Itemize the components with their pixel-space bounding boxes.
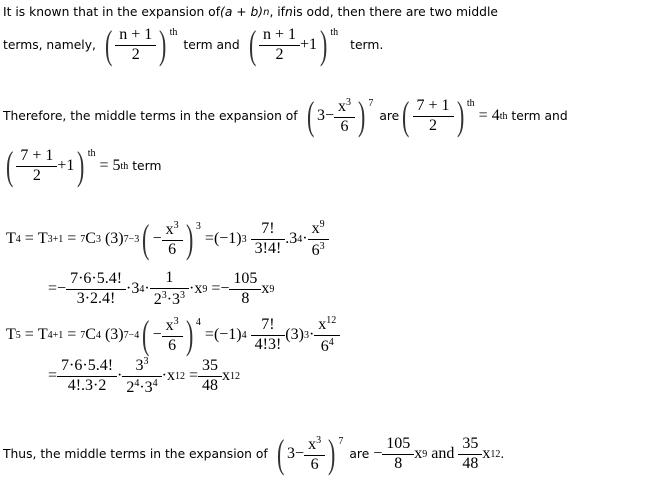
math-token: 3·2.4! <box>66 289 126 308</box>
math-token: 3 <box>161 289 167 301</box>
math-token: 4 <box>195 317 201 328</box>
middle-term-2-formula <box>246 22 339 67</box>
var-n: n <box>285 5 293 19</box>
math-token: T <box>37 326 48 344</box>
math-token: 4 <box>152 377 158 389</box>
text: term <box>132 159 162 173</box>
parenthesis: ) <box>77 143 85 188</box>
math-token: 3 <box>173 316 179 327</box>
fifth-term <box>96 157 129 175</box>
parenthesis: ( <box>104 22 113 67</box>
math-token: 8 <box>229 289 261 308</box>
parenthesis: ) <box>456 93 464 138</box>
math-token: 6 <box>162 240 183 259</box>
math-token: 48 <box>458 454 482 473</box>
therefore-line-1 <box>3 93 568 138</box>
parenthesis: ) <box>185 216 193 262</box>
middle-index-1 <box>399 93 475 138</box>
parenthesis: ( <box>142 216 150 262</box>
math-token: 2 <box>259 45 300 64</box>
math-token: T <box>6 230 16 248</box>
text: Thus, the middle terms in the expansion of <box>3 447 268 461</box>
math-token: 4 <box>134 377 140 389</box>
parenthesis: ( <box>248 22 256 67</box>
math-token: 3 <box>303 329 309 341</box>
math-token: 7·6·5.4! <box>61 357 114 374</box>
expression-a-plus-b: (a + b) <box>220 5 264 19</box>
binomial-expression <box>304 93 374 138</box>
math-token: 35 <box>462 434 479 452</box>
parenthesis: ( <box>402 93 410 138</box>
parenthesis: ( <box>5 143 14 188</box>
fraction <box>384 436 412 473</box>
math-token: 4!3! <box>251 335 286 354</box>
math-token: 4 <box>139 283 145 295</box>
math-token: 3 <box>345 96 351 108</box>
math-token: 2 <box>16 166 57 185</box>
math-token: 9 <box>422 448 428 460</box>
t5-equation-line-1 <box>6 312 340 358</box>
middle-term-1-formula <box>102 22 178 67</box>
math-token: 3 <box>316 107 325 124</box>
fraction <box>18 148 55 185</box>
parenthesis: ) <box>328 431 336 476</box>
math-token: x <box>337 97 346 115</box>
math-token: 3 <box>143 356 149 367</box>
math-token: (−1) <box>213 326 242 344</box>
t4-formula: T 4 = T 3+1 = 7 C 3 (3) 7−3 ( − $\frac{x3}{6}$ ) 3 = (−1) 3 $\frac{7!}{3!4!}$ .3 4 · $\frac{x9}{63}$ <box>6 219 329 260</box>
math-token: 3 <box>95 233 101 245</box>
math-token: 6 <box>304 455 325 474</box>
t5-simplification: = $\frac{7\cdot 6\cdot 5.4!}{4!.3\cdot 2}$ · $\frac{33}{24\cdot 34}$ · x 12 = $\frac{35}{48}$ x 12 <box>48 356 241 396</box>
math-token: th <box>120 160 129 172</box>
math-token: (3) <box>104 230 124 248</box>
math-token: 3 <box>173 220 179 231</box>
math-token: 7 + 1 <box>20 146 54 164</box>
t4-equation-line-1 <box>6 216 329 262</box>
math-token: x <box>318 316 327 333</box>
math-token: 6 <box>311 241 320 259</box>
math-token: 9 <box>269 283 275 295</box>
math-token: 12 <box>490 448 501 460</box>
therefore-line-2 <box>3 143 162 188</box>
math-token: 4 <box>297 233 303 245</box>
parenthesis: ) <box>320 22 328 67</box>
math-token: = <box>478 107 488 124</box>
parenthesis: ( <box>306 93 314 138</box>
math-token: − <box>373 445 383 462</box>
math-token: − <box>152 326 162 344</box>
math-token: − <box>57 280 67 298</box>
text: is odd, then there are two middle <box>292 5 498 19</box>
fraction <box>415 98 452 135</box>
math-token: T <box>37 230 48 248</box>
math-token: − <box>152 230 162 248</box>
math-token: C <box>85 230 96 248</box>
math-token: 3 <box>316 434 322 446</box>
math-token: x <box>222 367 231 385</box>
math-token: 6 <box>334 117 355 136</box>
math-token: 12 <box>326 315 337 326</box>
t5-formula: T 5 = T 4+1 = 7 C 4 (3) 7−4 ( − $\frac{x3}{6}$ ) 4 = (−1) 4 $\frac{7!}{4!3!}$ (3) 3 · $\frac{x12}{64}$ <box>6 315 340 356</box>
math-token: 4 <box>241 329 247 341</box>
text: terms, namely, <box>3 38 96 52</box>
math-token: (−1) <box>213 230 242 248</box>
math-token: 2 <box>413 116 454 135</box>
text: are <box>379 109 400 123</box>
math-token: 3 <box>319 240 325 252</box>
math-token: 105 <box>233 270 258 287</box>
math-token: 4 <box>15 233 21 245</box>
text: Therefore, the middle terms in the expansion of <box>3 109 298 123</box>
math-token: 3 <box>241 233 247 245</box>
math-token: x <box>414 445 423 462</box>
math-token: 8 <box>382 454 414 473</box>
math-token: 9 <box>202 283 208 295</box>
text: term and <box>183 38 240 52</box>
middle-term-values <box>373 436 500 473</box>
math-token: 7 <box>368 98 374 109</box>
math-token: (3) <box>104 326 124 344</box>
math-token: 48 <box>198 376 222 395</box>
math-token: 5 <box>15 329 21 341</box>
math-token: − <box>324 107 334 124</box>
fraction: $\frac{33}{24\cdot 34}$ <box>124 356 159 397</box>
math-token: +1 <box>57 157 75 174</box>
math-token: 3 <box>180 289 186 301</box>
fraction <box>316 315 338 356</box>
math-token: C <box>85 326 96 344</box>
conclusion-line <box>3 431 505 476</box>
math-token: x <box>165 221 174 238</box>
math-token: 3 <box>195 221 201 232</box>
text: are <box>349 447 370 461</box>
intro-line-1 <box>3 5 498 19</box>
math-token: 4 <box>95 329 101 341</box>
fraction <box>261 27 298 64</box>
text: term. <box>350 38 384 52</box>
fraction <box>59 358 115 395</box>
math-token: 7 <box>80 233 86 245</box>
fourth-term <box>475 107 508 125</box>
math-token: − <box>220 280 230 298</box>
fraction <box>306 435 323 474</box>
math-token: 7·6·5.4! <box>70 270 123 287</box>
text: It is known that in the expansion of <box>3 5 221 19</box>
parenthesis: ) <box>357 93 366 138</box>
text: . <box>500 447 505 461</box>
fraction <box>117 27 154 64</box>
math-token: 12 <box>175 370 185 382</box>
math-token: = <box>99 157 109 174</box>
math-token: ·3 <box>166 290 181 308</box>
math-token: 6 <box>162 336 183 355</box>
math-token: 7 <box>338 436 344 447</box>
fraction <box>231 271 259 308</box>
math-token: x <box>482 445 491 462</box>
math-token: 2 <box>153 290 162 308</box>
math-token: (3) <box>285 326 304 344</box>
fraction <box>310 219 327 260</box>
text: , if <box>269 5 286 19</box>
math-token: 6 <box>320 337 329 355</box>
text: term and <box>511 109 568 123</box>
math-token: .3 <box>285 230 298 248</box>
math-token: th <box>466 98 475 109</box>
math-token: 2 <box>115 45 156 64</box>
fraction <box>460 436 480 473</box>
math-token: 4 <box>328 336 334 348</box>
fraction <box>164 220 181 259</box>
math-token: 4 <box>491 107 500 124</box>
t4-subscript-3-plus-1: 3+1 <box>47 233 64 245</box>
math-token: 12 <box>230 370 241 382</box>
math-token: x <box>167 367 175 385</box>
fraction <box>200 358 220 395</box>
t4-simplification: = − $\frac{7\cdot 6\cdot 5.4!}{3\cdot 2.4!}$ ·3 4 · $\frac{1}{23\cdot 33}$ · x 9 = − $\frac{105}{8}$ x 9 <box>48 269 275 308</box>
math-token: 7! <box>261 316 275 333</box>
math-token: x <box>194 280 203 298</box>
intro-line-2 <box>3 22 384 67</box>
math-token: T <box>6 326 16 344</box>
math-token: and <box>431 445 455 462</box>
math-token: th <box>169 27 178 38</box>
math-token: 1 <box>165 269 174 286</box>
fraction <box>164 316 181 355</box>
fraction <box>336 97 353 136</box>
math-token: n + 1 <box>119 25 153 43</box>
parenthesis: ) <box>159 22 167 67</box>
math-token: x <box>311 220 320 237</box>
math-token: x <box>261 280 270 298</box>
t5-equation-line-2 <box>48 356 240 397</box>
math-token: x <box>308 435 317 453</box>
binomial-expression <box>274 431 344 476</box>
math-token: − <box>295 445 305 462</box>
fraction <box>253 221 284 258</box>
fraction <box>68 271 124 308</box>
parenthesis: ( <box>276 431 285 476</box>
math-token: 105 <box>386 434 411 452</box>
t4-exponent-7-minus-3: 7−3 <box>123 233 140 245</box>
exponent-n: n <box>263 6 270 18</box>
math-token: 3!4! <box>251 239 286 258</box>
t5-subscript-4-plus-1: 4+1 <box>47 329 64 341</box>
math-token: x <box>165 317 174 334</box>
fraction <box>152 270 187 309</box>
parenthesis: ) <box>185 312 193 358</box>
math-token: th <box>87 148 96 159</box>
math-token: 7 <box>80 329 86 341</box>
math-token: 5 <box>112 157 121 174</box>
math-token: 3 <box>287 445 296 462</box>
t5-exponent-7-minus-4: 7−4 <box>123 329 140 341</box>
parenthesis: ( <box>142 312 150 358</box>
middle-index-2 <box>3 143 96 188</box>
math-token: th <box>330 27 339 38</box>
math-token: th <box>499 110 508 122</box>
math-token: 7! <box>261 220 275 237</box>
math-token: n + 1 <box>262 25 296 43</box>
math-token: 9 <box>319 219 325 230</box>
math-token: 35 <box>202 357 219 374</box>
math-token: +1 <box>299 36 318 53</box>
math-token: 3 <box>135 357 144 374</box>
math-token: 4!.3·2 <box>57 376 117 395</box>
fraction <box>253 317 284 354</box>
t4-equation-line-2 <box>48 270 274 309</box>
math-token: 7 + 1 <box>416 96 450 114</box>
